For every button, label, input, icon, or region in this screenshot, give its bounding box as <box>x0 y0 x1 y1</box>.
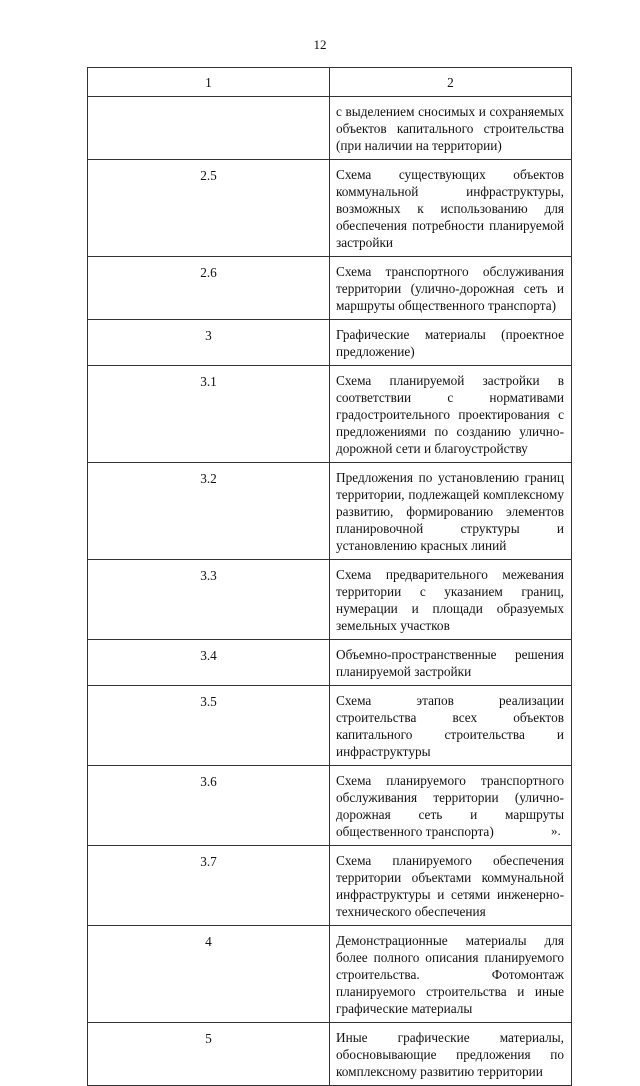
table-row <box>88 320 572 366</box>
column-1-header: 1 <box>88 68 330 97</box>
row-number: 3.6 <box>88 766 330 846</box>
table-row <box>88 257 572 320</box>
table-row <box>88 926 572 1023</box>
table-header-row <box>88 68 572 97</box>
materials-table <box>87 67 572 1086</box>
table-row <box>88 640 572 686</box>
row-number: 3 <box>88 320 330 366</box>
column-2-header: 2 <box>330 68 572 97</box>
table-row <box>88 366 572 463</box>
table-row <box>88 846 572 926</box>
row-text: Схема транспортного обслуживания территории (улично-дорожная сеть и маршруты общественного транспорта) <box>330 257 572 320</box>
table-row <box>88 766 572 846</box>
row-text: Схема этапов реализации строительства всех объектов капитального строительства и инфраструктуры <box>330 686 572 766</box>
row-number <box>88 97 330 160</box>
row-number: 3.1 <box>88 366 330 463</box>
row-number: 2.5 <box>88 160 330 257</box>
row-number: 3.5 <box>88 686 330 766</box>
table-row <box>88 560 572 640</box>
row-text: Схема планируемой застройки в соответствии с нормативами градостроительного проектирования с предложениями по созданию улично-дорожной сети и благоустройству <box>330 366 572 463</box>
row-number: 2.6 <box>88 257 330 320</box>
row-number: 3.4 <box>88 640 330 686</box>
row-text: с выделением сносимых и сохраняемых объектов капитального строительства (при наличии на территории) <box>330 97 572 160</box>
row-text: Демонстрационные материалы для более полного описания планируемого строительства. Фотомонтаж планируемого строительства и иные графические материалы <box>330 926 572 1023</box>
row-number: 3.7 <box>88 846 330 926</box>
row-text: Объемно-пространственные решения планируемой застройки <box>330 640 572 686</box>
row-text: Графические материалы (проектное предложение) <box>330 320 572 366</box>
table-row <box>88 686 572 766</box>
page-number: 12 <box>313 37 327 52</box>
row-text: Схема планируемого обеспечения территории объектами коммунальной инфраструктуры и сетями инженерно-технического обеспечения <box>330 846 572 926</box>
table-row <box>88 97 572 160</box>
row-text: Схема предварительного межевания территории с указанием границ, нумерации и площади образуемых земельных участков <box>330 560 572 640</box>
row-number: 4 <box>88 926 330 1023</box>
row-text: Иные графические материалы, обосновывающие предложения по комплексному развитию территории <box>330 1023 572 1086</box>
row-number: 3.3 <box>88 560 330 640</box>
table-row <box>88 1023 572 1086</box>
table-row <box>88 160 572 257</box>
row-number: 5 <box>88 1023 330 1086</box>
row-text: Схема существующих объектов коммунальной инфраструктуры, возможных к использованию для обеспечения потребности планируемой застройки <box>330 160 572 257</box>
row-number: 3.2 <box>88 463 330 560</box>
row-text: Схема планируемого транспортного обслуживания территории (улично-дорожная сеть и маршруты общественного транспорта) <box>330 766 572 846</box>
row-text: Предложения по установлению границ территории, подлежащей комплексному развитию, формированию элементов планировочной структуры и установлению красных линий <box>330 463 572 560</box>
table-row <box>88 463 572 560</box>
closing-quote-mark: ». <box>551 823 561 838</box>
